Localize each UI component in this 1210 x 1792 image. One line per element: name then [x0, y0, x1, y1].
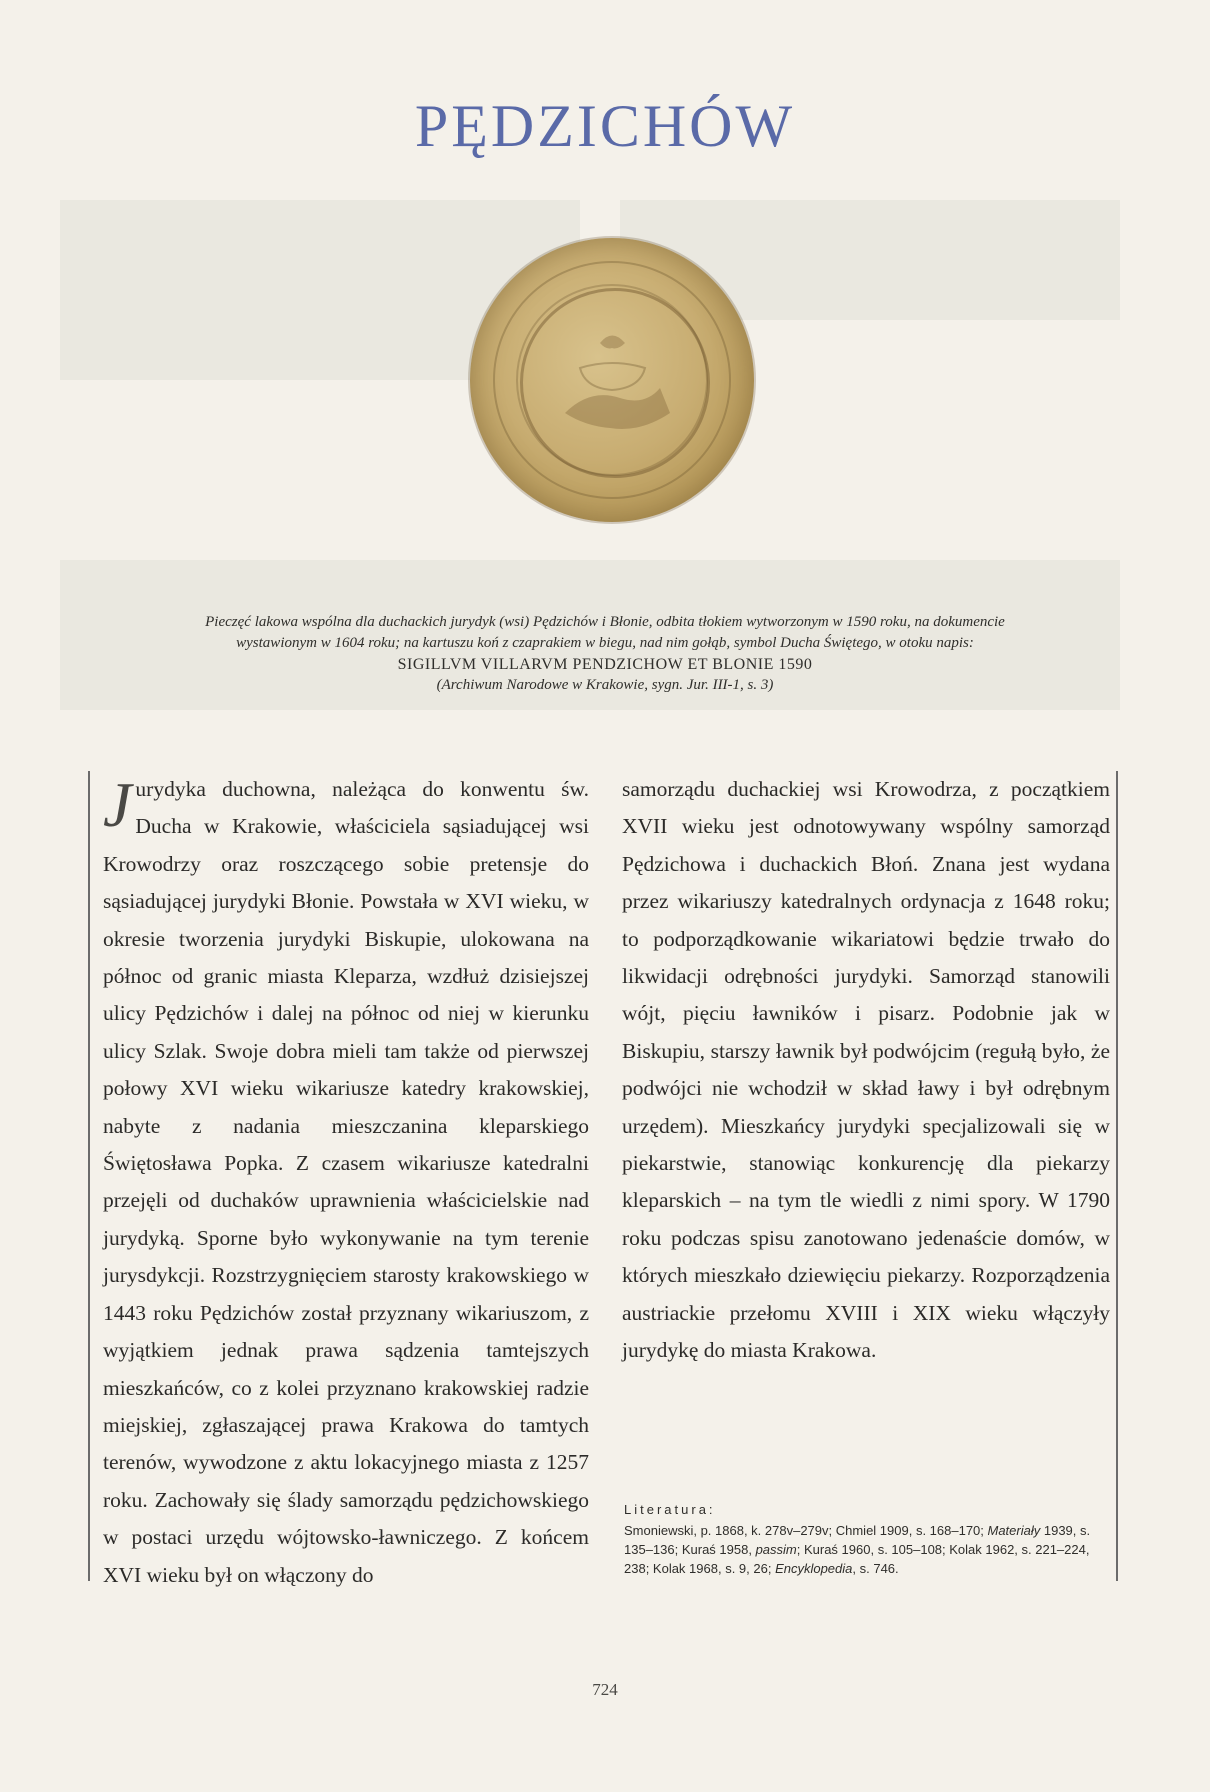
body-text-left: urydyka duchowna, należąca do konwentu św. Ducha w Krakowie, właściciela sąsiadującej wsi Krowodrzy oraz roszczącego sobie pretensje do sąsiadującej jurydyki Błonie. Powstała w XVI wieku, w okresie tworzenia jurydyki Biskupie, ulokowana na północ od granic miasta Kleparza, wzdłuż dzisiejszej ulicy Pędzichów i dalej na północ od niej w kierunku ulicy Szlak. Swoje dobra mieli tam także od pierwszej połowy XVI wieku wikariusze katedry krakowskiej, nabyte z nadania mieszczanina kleparskiego Świętosława Popka. Z czasem wikariusze katedralni przejęli od duchaków uprawnienia właścicielskie nad jurydyką. Sporne było wykonywanie na tym terenie jurysdykcji. Rozstrzygnięciem starosty krakowskiego w 1443 roku Pędzichów został przyznany wikariuszom, z wyjątkiem jednak prawa sądzenia tamtejszych mieszkańców, co z kolei przyznano krakowskiej radzie miejskiej, zgłaszającej prawa Krakowa do tamtych terenów, wywodzone z aktu lokacyjnego miasta z 1257 roku. Zachowały się ślady samorządu pędzichowskiego w postaci urzędu wójtowsko-ławniczego. Z końcem XVI wieku był on włączony do [103, 777, 589, 1587]
caption-source: (Archiwum Narodowe w Krakowie, sygn. Jur. III-1, s. 3) [436, 677, 774, 693]
caption-line: Pieczęć lakowa wspólna dla duchackich jurydyk (wsi) Pędzichów i Błonie, odbita tłokiem wytworzonym w 1590 roku, na dokumencie [205, 614, 1005, 630]
wax-seal-image [470, 238, 754, 522]
literature-fragment: passim [755, 1542, 797, 1557]
drop-cap: J [103, 769, 132, 840]
page-title: PĘDZICHÓW [414, 93, 796, 159]
literature-section [624, 1500, 1110, 1578]
caption-inscription: SIGILLVM VILLARVM PENDZICHOW ET BLONIE 1590 [397, 656, 813, 673]
caption-line: wystawionym w 1604 roku; na kartuszu koń z czaprakiem w biegu, nad nim gołąb, symbol Ducha Świętego, w otoku napis: [236, 635, 974, 651]
body-column-right [622, 771, 1110, 1370]
literature-fragment: Materiały [987, 1523, 1041, 1538]
literature-heading: Literatura: [624, 1502, 716, 1517]
body-text-right: samorządu duchackiej wsi Krowodrza, z początkiem XVII wieku jest odnotowywany wspólny samorząd Pędzichowa i duchackich Błoń. Znana jest wydana przez wikariuszy katedralnych ordynacja z 1648 roku; to podporządkowanie wikariatowi będzie trwało do likwidacji odrębności jurydyki. Samorząd stanowili wójt, pięciu ławników i pisarz. Podobnie jak w Biskupiu, starszy ławnik był podwójcim (regułą było, że podwójci nie wchodził w skład ławy i był odrębnym urzędem). Mieszkańcy jurydyki specjalizowali się w piekarstwie, stanowiąc konkurencję dla piekarzy kleparskich – na tym tle wiedli z nimi spory. W 1790 roku podczas spisu zanotowano jedenaście domów, w których mieszkało dziewięciu piekarzy. Rozporządzenia austriackie przełomu XVIII i XIX wieku włączyły jurydykę do miasta Krakowa. [622, 777, 1110, 1363]
literature-fragment: , s. 746. [852, 1561, 899, 1576]
column-rule-left [88, 771, 90, 1581]
page-number: 724 [592, 1680, 618, 1699]
literature-fragment: ; Kuraś 1960, s. 105–108; Kolak 1962, s. 221–224, 238; Kolak 1968, s. 9, 26; [624, 1542, 1090, 1576]
literature-text [624, 1521, 1110, 1578]
literature-fragment: Smoniewski, p. 1868, k. 278v–279v; Chmiel 1909, s. 168–170; [624, 1523, 988, 1538]
literature-fragment: 1939, s. 135–136; Kuraś 1958, [624, 1523, 1091, 1557]
column-rule-right [1116, 771, 1118, 1581]
image-caption [120, 612, 1090, 696]
literature-fragment: Encyklopedia [775, 1561, 853, 1576]
body-column-left [103, 771, 589, 1594]
seal-relief-icon [470, 238, 754, 522]
